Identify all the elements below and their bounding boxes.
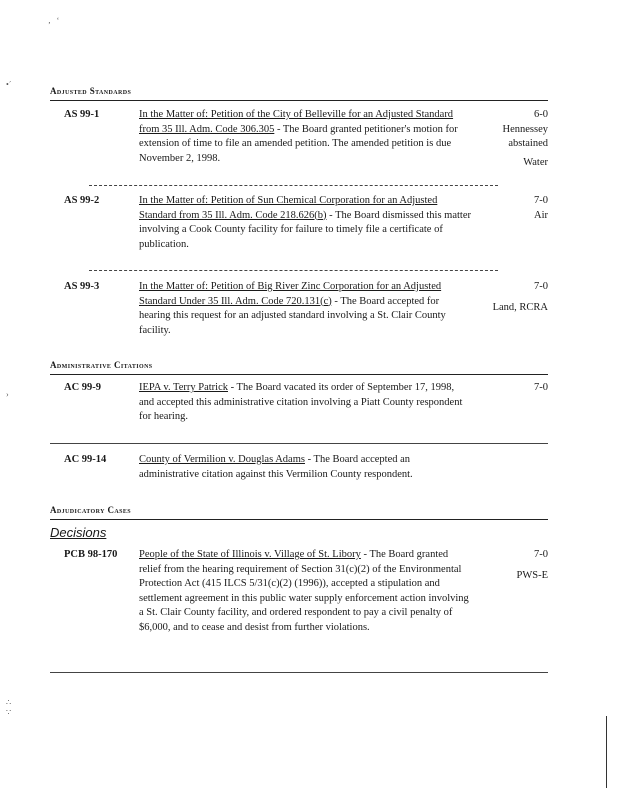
scan-mark: › — [6, 390, 9, 399]
case-summary: - The Board accepted an administrative citation against this Vermilion County respondent. — [139, 454, 413, 480]
case-number: AS 99-3 — [64, 281, 100, 292]
entry-divider — [50, 443, 548, 444]
case-description — [139, 108, 471, 166]
vote-column — [478, 108, 548, 170]
margin-bar — [606, 716, 607, 788]
scan-mark: ‚ ‘ — [48, 16, 60, 25]
case-description — [139, 280, 471, 338]
case-description — [139, 548, 471, 635]
case-number: AS 99-2 — [64, 195, 100, 206]
vote-count: 7-0 — [534, 549, 548, 560]
subheading-decisions: Decisions — [50, 525, 107, 540]
vote-count: 7-0 — [534, 382, 548, 393]
case-summary: - The Board granted petitioner's motion for extension of time to file an amended petition. The amended petition is due November 2, 1998. — [139, 123, 458, 164]
vote-count: 6-0 — [534, 109, 548, 120]
case-title: IEPA v. Terry Patrick — [139, 382, 228, 393]
section-heading-administrative-citations: Administrative Citations — [50, 358, 548, 375]
case-number: AC 99-14 — [64, 454, 107, 465]
vote-count: 7-0 — [534, 195, 548, 206]
media-type: PWS-E — [516, 569, 548, 581]
case-summary: - The Board dismissed this matter involving a Cook County facility for failure to timely file a certificate of publication. — [139, 209, 471, 250]
vote-note: Hennessey abstained — [502, 123, 548, 149]
media-type: Air — [534, 209, 548, 221]
vote-column — [478, 548, 548, 583]
case-description — [139, 453, 471, 482]
case-summary: - The Board accepted for hearing this request for an adjusted standard involving a St. Clair County facility. — [139, 295, 446, 336]
entry-divider — [89, 270, 498, 271]
case-number: AC 99-9 — [64, 382, 102, 393]
case-number: AS 99-1 — [64, 109, 100, 120]
scan-mark: ∵ — [6, 708, 12, 717]
entry-divider — [50, 672, 548, 673]
section-heading-adjudicatory-cases: Adjudicatory Cases — [50, 503, 548, 520]
section-heading-adjusted-standards: Adjusted Standards — [50, 84, 548, 101]
media-type: Water — [523, 156, 548, 168]
case-title: People of the State of Illinois v. Village of St. Libory — [139, 549, 361, 560]
vote-column — [478, 194, 548, 223]
scan-mark: •´ — [6, 80, 12, 89]
case-summary: - The Board vacated its order of September 17, 1998, and accepted this administrative citation involving a Piatt County respondent for hearing. — [139, 382, 463, 422]
case-number: PCB 98-170 — [64, 549, 118, 560]
case-description — [139, 194, 471, 252]
vote-column — [478, 280, 548, 315]
case-title: In the Matter of: Petition of the City of Belleville for an Adjusted Standard from 35 Ill. Adm. Code 306.305 — [139, 109, 454, 135]
vote-count: 7-0 — [534, 281, 548, 292]
case-title: In the Matter of: Petition of Sun Chemical Corporation for an Adjusted Standard from 35 Ill. Adm. Code 218.626(b) — [139, 195, 438, 221]
case-title: County of Vermilion v. Douglas Adams — [139, 454, 305, 465]
vote-column — [478, 381, 548, 396]
scan-mark: ∴ — [6, 698, 12, 707]
case-description — [139, 381, 471, 425]
case-summary: - The Board granted relief from the hearing requirement of Section 31(c)(2) of the Environmental Protection Act (415 ILCS 5/31(c)(2) (1996)), accepted a stipulation and settlement agreement in this public water supply enforcement action involving a St. Clair County facility, and ordered respondent to pay a civil penalty of $6,000, and to cease and desist from further violations. — [139, 549, 469, 633]
entry-divider — [89, 185, 498, 186]
media-type: Land, RCRA — [492, 301, 548, 313]
case-title: In the Matter of: Petition of Big River Zinc Corporation for an Adjusted Standard Under 35 Ill. Adm. Code 720.131(c) — [139, 281, 442, 307]
